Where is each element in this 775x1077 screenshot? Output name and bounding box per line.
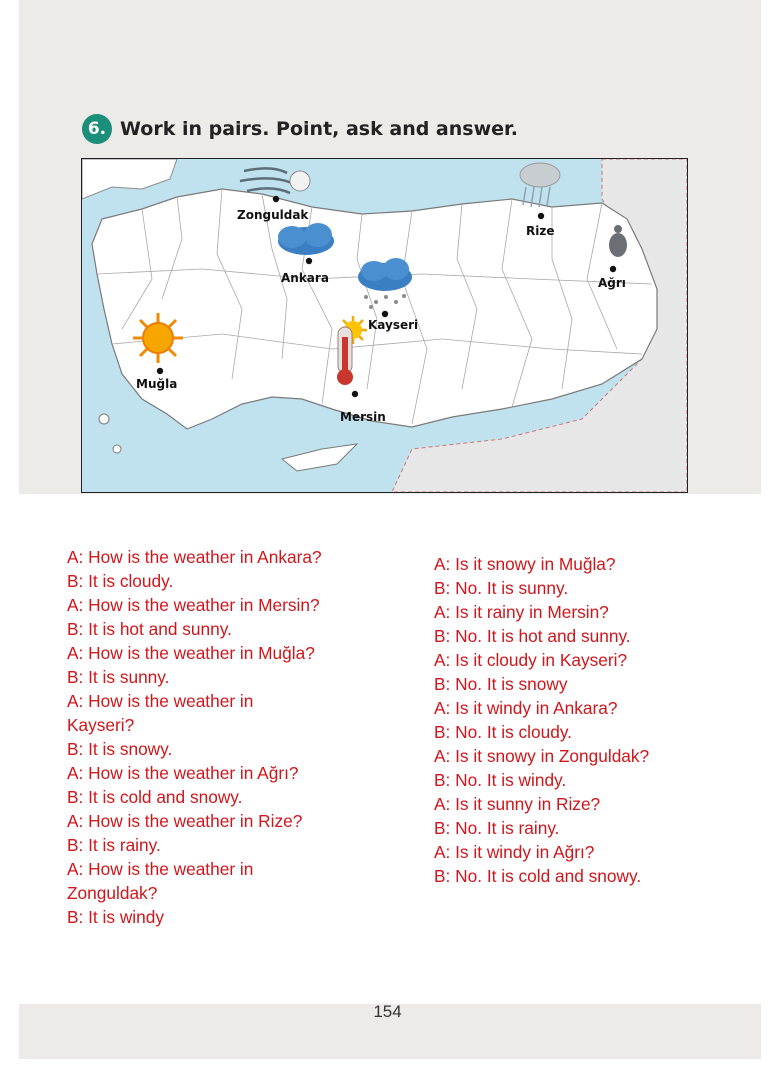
city-dot xyxy=(157,368,163,374)
dialogue-line: A: Is it rainy in Mersin? xyxy=(434,602,609,622)
dialogue-line: B: No. It is hot and sunny. xyxy=(434,626,631,646)
dialogue-line: B: It is cloudy. xyxy=(67,571,174,591)
island xyxy=(99,414,109,424)
sun-icon xyxy=(133,313,183,363)
dialogue-line: A: How is the weather in Mersin? xyxy=(67,595,320,615)
dialogue-line: A: Is it snowy in Zonguldak? xyxy=(434,746,650,766)
dialogue-line: B: No. It is windy. xyxy=(434,770,567,790)
city-dot xyxy=(538,213,544,219)
dialogue-line: A: Is it windy in Ağrı? xyxy=(434,842,595,862)
city-label-ankara: Ankara xyxy=(281,271,329,285)
dialogue-line: B: It is windy xyxy=(67,907,164,927)
turkey-land xyxy=(92,189,657,429)
page-number: 154 xyxy=(373,1002,402,1021)
cloud-icon xyxy=(278,223,334,255)
exercise-number-badge: 6. xyxy=(82,114,112,144)
city-dot xyxy=(610,266,616,272)
dialogue-line: A: Is it snowy in Muğla? xyxy=(434,554,616,574)
city-dot xyxy=(273,196,279,202)
dialogue-left-column xyxy=(67,545,367,929)
dialogue-line: B: No. It is rainy. xyxy=(434,818,560,838)
dialogue-line: B: No. It is snowy xyxy=(434,674,568,694)
city-dot xyxy=(352,391,358,397)
dialogue-line: A: How is the weather in xyxy=(67,859,254,879)
city-dot xyxy=(306,258,312,264)
dialogue-line: B: No. It is cloudy. xyxy=(434,722,572,742)
dialogue-line: A: How is the weather in xyxy=(67,691,254,711)
dialogue-line: A: How is the weather in Rize? xyxy=(67,811,303,831)
dialogue-line: B: It is hot and sunny. xyxy=(67,619,232,639)
dialogue-line: B: It is cold and snowy. xyxy=(67,787,243,807)
dialogue-line: B: No. It is sunny. xyxy=(434,578,569,598)
dialogue-line: B: No. It is cold and snowy. xyxy=(434,866,642,886)
dialogue-line: B: It is rainy. xyxy=(67,835,161,855)
exercise-instruction: Work in pairs. Point, ask and answer. xyxy=(120,118,518,140)
dialogue-line: A: Is it sunny in Rize? xyxy=(434,794,601,814)
city-label-kayseri: Kayseri xyxy=(368,318,419,332)
island xyxy=(113,445,121,453)
dialogue-line: A: How is the weather in Muğla? xyxy=(67,643,315,663)
city-dot xyxy=(382,311,388,317)
dialogue-line: A: How is the weather in Ankara? xyxy=(67,547,322,567)
dialogue-line: Kayseri? xyxy=(67,715,135,735)
city-label-mersin: Mersin xyxy=(340,410,386,424)
dialogue-line: Zonguldak? xyxy=(67,883,158,903)
city-label-zonguldak: Zonguldak xyxy=(237,208,309,222)
turkey-weather-map xyxy=(81,158,688,493)
exercise-heading xyxy=(82,113,518,145)
dialogue-line: B: It is snowy. xyxy=(67,739,173,759)
dialogue-line: A: Is it windy in Ankara? xyxy=(434,698,618,718)
map-canvas xyxy=(82,159,687,492)
dialogue-line: A: Is it cloudy in Kayseri? xyxy=(434,650,628,670)
dialogue-line: B: It is sunny. xyxy=(67,667,170,687)
dialogue-right-column xyxy=(434,552,754,888)
city-label-rize: Rize xyxy=(526,224,555,238)
dialogue-line: A: How is the weather in Ağrı? xyxy=(67,763,299,783)
city-label-mugla: Muğla xyxy=(136,377,178,391)
city-label-agri: Ağrı xyxy=(598,276,626,290)
